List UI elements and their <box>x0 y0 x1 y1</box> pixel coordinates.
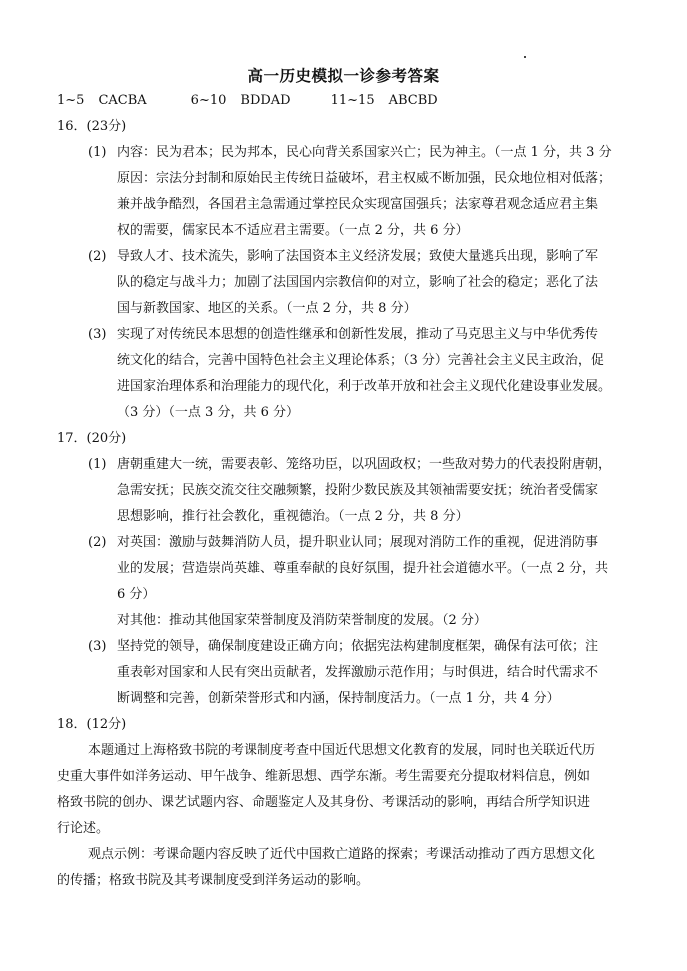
q17-part1-line: 唐朝重建大一统，需要表彰、笼络功臣，以巩固政权；一些敌对势力的代表投附唐朝， <box>117 457 612 472</box>
page-title: 高一历史模拟一诊参考答案 <box>247 66 440 85</box>
q16-part2-number: (2) <box>88 249 107 264</box>
q16-header: 16．(23分) <box>57 119 127 134</box>
q17-part2-number: (2) <box>88 535 107 550</box>
q17-part1-line: 急需安抚；民族交流交往交融频繁，投附少数民族及其领袖需要安抚；统治者受儒家 <box>117 483 599 498</box>
q16-part3-line: 进国家治理体系和治理能力的现代化，利于改革开放和社会主义现代化建设事业发展。 <box>117 379 612 394</box>
q16-part2-line: 队的稳定与战斗力；加剧了法国国内宗教信仰的对立，影响了社会的稳定；恶化了法 <box>117 275 599 290</box>
q16-part1-line: 内容：民为君本；民为邦本，民心向背关系国家兴亡；民为神主。（一点 1 分，共 3 分 <box>117 145 612 160</box>
q17-part2-line: 业的发展；营造崇尚英雄、尊重奉献的良好氛围，提升社会道德水平。（一点 2 分，共 <box>117 561 609 576</box>
q16-part1-line: 权的需要，儒家民本不适应君主需要。（一点 2 分，共 6 分） <box>117 223 469 238</box>
mc-range-3: 11~15 <box>330 93 375 108</box>
q18-header: 18．(12分) <box>57 717 127 732</box>
q16-part1-line: 原因：宗法分封制和原始民主传统日益破坏，君主权威不断加强，民众地位相对低落； <box>117 171 612 186</box>
q17-part3-line: 重表彰对国家和人民有突出贡献者，发挥激励示范作用；与时俱进，结合时代需求不 <box>117 665 599 680</box>
q18-paragraph1-line: 格致书院的创办、课艺试题内容、命题鉴定人及其身份、考课活动的影响，再结合所学知识进 <box>57 795 591 810</box>
mc-answers-3: ABCBD <box>388 93 438 108</box>
q18-paragraph2-line: 观点示例：考课命题内容反映了近代中国救亡道路的探索；考课活动推动了西方思想文化 <box>88 847 596 862</box>
q17-part3-line: 断调整和完善，创新荣誉形式和内涵，保持制度活力。（一点 1 分，共 4 分） <box>117 691 560 706</box>
q18-paragraph1-line: 本题通过上海格致书院的考课制度考查中国近代思想文化教育的发展，同时也关联近代历 <box>88 743 596 758</box>
q17-part2-line: 对英国：激励与鼓舞消防人员，提升职业认同；展现对消防工作的重视，促进消防事 <box>117 535 599 550</box>
q16-part3-line: 实现了对传统民本思想的创造性继承和创新性发展，推动了马克思主义与中华优秀传 <box>117 327 599 342</box>
mc-range-2: 6~10 <box>190 93 227 108</box>
q16-part3-number: (3) <box>88 327 107 342</box>
q18-paragraph1-line: 史重大事件如洋务运动、甲午战争、维新思想、西学东渐。考生需要充分提取材料信息，例如 <box>57 769 591 784</box>
q18-paragraph2-line: 的传播；格致书院及其考课制度受到洋务运动的影响。 <box>57 873 370 888</box>
q17-part3-number: (3) <box>88 639 107 654</box>
q16-part3-line: 统文化的结合，完善中国特色社会主义理论体系；（3 分）完善社会主义民主政治，促 <box>117 353 604 368</box>
q16-part2-line: 国与新教国家、地区的关系。（一点 2 分，共 8 分） <box>117 301 417 316</box>
q16-part1-number: (1) <box>88 145 107 160</box>
mc-answers-2: BDDAD <box>240 93 291 108</box>
mc-range-1: 1~5 <box>57 93 85 108</box>
q16-part3-line: （3 分）（一点 3 分，共 6 分） <box>117 405 299 420</box>
q17-part3-line: 坚持党的领导，确保制度建设正确方向；依据宪法构建制度框架，确保有法可依；注 <box>117 639 599 654</box>
q17-part1-line: 思想影响，推行社会教化，重视德治。（一点 2 分，共 8 分） <box>117 509 469 524</box>
scan-mark <box>524 56 526 58</box>
q16-part1-line: 兼并战争酷烈，各国君主急需通过掌控民众实现富国强兵；法家尊君观念适应君主集 <box>117 197 599 212</box>
q18-paragraph1-line: 行论述。 <box>57 821 110 836</box>
q17-part2-line: 6 分） <box>117 587 156 602</box>
q17-header: 17．(20分) <box>57 431 127 446</box>
q17-part1-number: (1) <box>88 457 107 472</box>
mc-answers <box>57 92 438 110</box>
mc-answers-1: CACBA <box>98 93 147 108</box>
q17-part2-line: 对其他：推动其他国家荣誉制度及消防荣誉制度的发展。（2 分） <box>117 613 487 628</box>
q16-part2-line: 导致人才、技术流失，影响了法国资本主义经济发展；致使大量逃兵出现，影响了军 <box>117 249 599 264</box>
